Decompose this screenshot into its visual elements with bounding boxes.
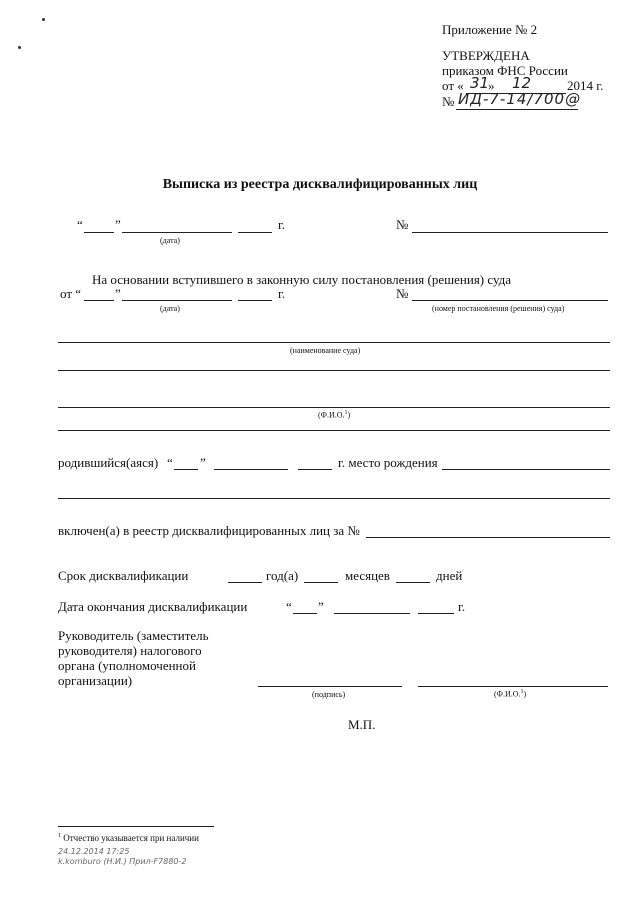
basis-number-caption: (номер постановления (решения) суда)	[432, 304, 565, 313]
signature-line[interactable]	[258, 686, 402, 687]
fio-line-2[interactable]	[58, 430, 610, 431]
term-years-label: год(а)	[266, 568, 299, 583]
term-years-line[interactable]	[228, 582, 262, 583]
order-date-mid: »	[488, 78, 495, 93]
system-stamp-line-1: 24.12.2014 17:25	[58, 847, 130, 856]
registry-label: включен(а) в реестр дисквалифицированных лиц за №	[58, 523, 360, 538]
row1-date-caption: (дата)	[160, 236, 180, 245]
birthplace-line-2[interactable]	[58, 498, 610, 499]
order-date-prefix: от «	[442, 78, 464, 93]
row1-year-line[interactable]	[238, 232, 272, 233]
born-day-line[interactable]	[174, 469, 198, 470]
signature-caption: (подпись)	[312, 690, 346, 699]
signer-fio-line[interactable]	[418, 686, 608, 687]
basis-year-suffix: г.	[278, 286, 286, 301]
born-year-line[interactable]	[298, 469, 332, 470]
scan-dot	[18, 46, 21, 49]
row1-quote-open: “	[77, 217, 83, 232]
row1-month-line[interactable]	[122, 232, 232, 233]
signer-line-1: Руководитель (заместитель	[58, 628, 209, 643]
signer-fio-caption-text: (Ф.И.О.	[494, 689, 521, 699]
order-number-line	[456, 109, 578, 110]
basis-text: На основании вступившего в законную силу постановления (решения) суда	[92, 272, 512, 287]
court-name-caption: (наименование суда)	[290, 346, 361, 355]
born-quote-open: “	[167, 455, 173, 470]
term-label: Срок дисквалификации	[58, 568, 189, 583]
born-suffix: г. место рождения	[338, 455, 438, 470]
end-date-quote-open: “	[286, 599, 292, 614]
signer-fio-footnote-mark: 1	[520, 689, 524, 695]
row1-number-line[interactable]	[412, 232, 608, 233]
basis-year-line[interactable]	[238, 300, 272, 301]
basis-month-line[interactable]	[122, 300, 232, 301]
registry-number-line[interactable]	[366, 537, 610, 538]
footnote-divider	[58, 826, 214, 827]
fio-caption-close: )	[347, 410, 351, 420]
signer-fio-caption-close: )	[523, 689, 527, 699]
order-number-prefix: №	[442, 94, 455, 109]
end-date-suffix: г.	[458, 599, 466, 614]
term-days-line[interactable]	[396, 582, 430, 583]
term-months-label: месяцев	[345, 568, 390, 583]
row1-number-sign: №	[396, 217, 409, 232]
signer-line-2: руководителя) налогового	[58, 643, 202, 658]
row1-day-line[interactable]	[84, 232, 114, 233]
system-stamp-line-2: k.komburo (Н.И.) Прил-F7880-2	[58, 857, 187, 866]
basis-from: от “	[60, 286, 82, 301]
fio-caption-text: (Ф.И.О.	[318, 410, 345, 420]
basis-number-sign: №	[396, 286, 409, 301]
approved-label: УТВЕРЖДЕНА	[442, 48, 530, 63]
term-months-line[interactable]	[304, 582, 338, 583]
fio-caption	[318, 410, 350, 420]
born-label: родившийся(аяся)	[58, 455, 159, 470]
basis-number-line[interactable]	[412, 300, 608, 301]
order-label: приказом ФНС России	[442, 63, 568, 78]
signer-block	[58, 628, 209, 688]
footnote-mark: 1	[58, 833, 61, 839]
term-days-label: дней	[436, 568, 463, 583]
court-name-line[interactable]	[58, 342, 610, 343]
birthplace-line[interactable]	[442, 469, 610, 470]
end-date-label: Дата окончания дисквалификации	[58, 599, 248, 614]
order-number-value: ИД-7-14/700@	[458, 90, 582, 108]
end-date-quote-close: ”	[318, 599, 324, 614]
signer-fio-caption	[494, 689, 526, 699]
scan-dot	[42, 18, 45, 21]
order-date-month: 12	[512, 74, 532, 92]
appendix-label: Приложение № 2	[442, 22, 538, 37]
basis-day-line[interactable]	[84, 300, 114, 301]
footnote	[58, 833, 199, 843]
footnote-text: Отчество указывается при наличии	[63, 833, 199, 843]
end-date-month-line[interactable]	[334, 613, 410, 614]
fio-line[interactable]	[58, 407, 610, 408]
end-date-year-line[interactable]	[418, 613, 454, 614]
stamp-label: М.П.	[348, 717, 376, 732]
order-date-year: 2014 г.	[567, 78, 604, 93]
basis-date-caption: (дата)	[160, 304, 180, 313]
born-month-line[interactable]	[214, 469, 288, 470]
order-date-day: 31	[470, 74, 490, 92]
row1-year-suffix: г.	[278, 217, 286, 232]
court-name-line-2[interactable]	[58, 370, 610, 371]
document-title: Выписка из реестра дисквалифицированных лиц	[162, 177, 478, 192]
signer-line-4: организации)	[58, 673, 133, 688]
row1-quote-close: ”	[115, 217, 121, 232]
signer-line-3: органа (уполномоченной	[58, 658, 196, 673]
fio-footnote-mark: 1	[344, 410, 348, 416]
end-date-day-line[interactable]	[293, 613, 317, 614]
born-quote-close: ”	[200, 455, 206, 470]
basis-quote-close: ”	[115, 286, 121, 301]
